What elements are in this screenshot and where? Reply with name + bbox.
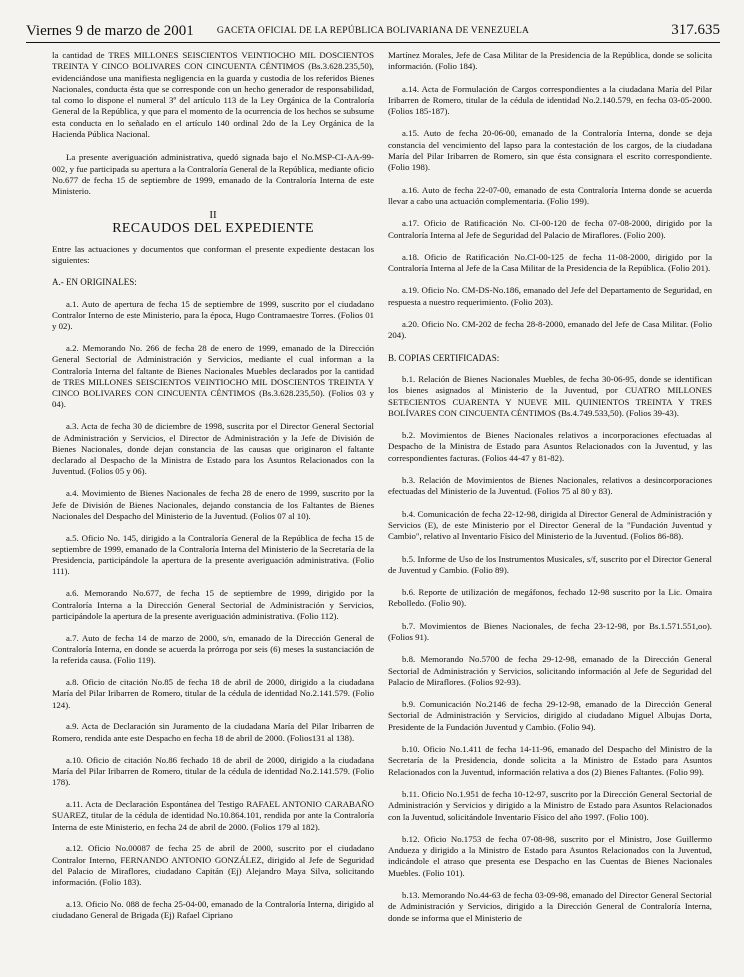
section-number: II	[209, 208, 217, 221]
section-title: RECAUDOS DEL EXPEDIENTE	[112, 220, 314, 236]
header-page-number: 317.635	[671, 22, 720, 38]
list-item-a3: a.3. Acta de fecha 30 de diciembre de 1998, suscrita por el Director General Sectorial de Administración y Servicios, el Director de Administración y la Jefe de División de Bienes Nacionales, donde dejan constancia de las causas que originaron el faltante declarado al Despacho de la Ministra de Estado para los Asuntos Relacionados con la Juventud. (Folios 05 y 06).	[52, 421, 374, 477]
list-item-a17: a.17. Oficio de Ratificación No. CI-00-120 de fecha 07-08-2000, dirigido por la Contraloría Interna al Jefe de Seguridad del Palacio de Miraflores. (Folio 200).	[388, 218, 712, 240]
list-item-b9: b.9. Comunicación No.2146 de fecha 29-12-98, emanado de la Dirección General Sectorial de Administración y Servicios, dirigido al ciudadano Miguel Albujas Dorta, Presidente de la Fundación Juventud y Cambio. (Folio 94).	[388, 699, 712, 732]
section-intro: Entre las actuaciones y documentos que conforman el presente expediente destacan los siguientes:	[52, 244, 374, 266]
list-item-a11: a.11. Acta de Declaración Espontánea del Testigo RAFAEL ANTONIO CARABAÑO SUAREZ, titular de la cédula de identidad No.10.864.101, rendida por ante la Contraloría Interna de este Ministerio, en fecha 24 de abril de 2000. (Folios 179 al 182).	[52, 798, 374, 832]
list-item-b2: b.2. Movimientos de Bienes Nacionales relativos a incorporaciones efectuadas al Despacho de la Ministra de Estado para Asuntos Relacionados con la Juventud, y las correspondientes facturas. (Folios 44-47 y 81-82).	[388, 430, 712, 463]
list-item-a20: a.20. Oficio No. CM-202 de fecha 28-8-2000, emanado del Jefe de Casa Militar. (Folio 204).	[388, 319, 712, 341]
list-item-a16: a.16. Auto de fecha 22-07-00, emanado de esta Contraloría Interna donde se acuerda llevar a cabo una actuación complementaria. (Folio 199).	[388, 184, 712, 206]
list-item-a13: a.13. Oficio No. 088 de fecha 25-04-00, emanado de la Contraloría Interna, dirigido al ciudadano General de Brigada (Ej) Rafael Cipriano	[52, 899, 374, 921]
intro-paragraph: la cantidad de TRES MILLONES SEISCIENTOS VEINTIOCHO MIL DOSCIENTOS TREINTA Y CINCO BOLIVARES CON CINCUENTA CÉNTIMOS (Bs.3.628.235,50), evidenciándose una manifiesta negligencia en la guarda y custodia de los referidos Bienes Nacionales, conducta ésta que se corresponde con un hecho generador de responsabilidad, tal como lo dispone el numeral 3º del artículo 113 de la Ley Orgánica de la Contraloría General de la República, y que para el momento de la ocurrencia de los hechos se subsume esta conducta en lo señalado en el artículo 140 ordinal 2do de la Ley Orgánica de la Hacienda Pública Nacional.	[52, 50, 374, 140]
list-item-b3: b.3. Relación de Movimientos de Bienes Nacionales, relativos a desincorporaciones efectuadas del Ministerio de la Juventud. (Folios 75 al 80 y 83).	[388, 475, 712, 497]
header-gazette-title: GACETA OFICIAL DE LA REPÚBLICA BOLIVARIANA DE VENEZUELA	[216, 26, 530, 36]
page-header	[26, 22, 720, 43]
paragraph-averiguacion: La presente averiguación administrativa, quedó signada bajo el No.MSP-CI-AA-99-002, y fue participada su apertura a la Contraloría General de la República, mediante oficio No.677 de fecha 15 de septiembre de 1999, emanado de la Contraloría Interna de este Ministerio.	[52, 152, 374, 197]
list-item-a18: a.18. Oficio de Ratificación No.CI-00-125 de fecha 11-08-2000, dirigido por la Contraloría Interna al Jefe de la Casa Militar de la Presidencia de la República. (Folio 201).	[388, 251, 712, 274]
list-item-a2: a.2. Memorando No. 266 de fecha 28 de enero de 1999, emanado de la Dirección General Sectorial de Administración y Servicios, mediante el cual informan a la Contraloría Interna del faltante de Bienes Nacionales Muebles declarados por la cantidad de TRES MILLONES SEISCIENTOS VEINTIOCHO MIL DOSCIENTOS TREINTA Y CINCO BOLIVARES CON CINCUENTA CÉNTIMOS (Bs.3.628.235,50). (Folios 03 y 04).	[52, 342, 374, 410]
list-item-a13-cont: Martínez Morales, Jefe de Casa Militar de la Presidencia de la República, donde se solicita información. (Folio 184).	[388, 50, 712, 72]
list-item-a10: a.10. Oficio de citación No.86 fechado 18 de abril de 2000, dirigido a la ciudadana María del Pilar Iribarren de Romero, titular de la cédula de identidad No.2.141.579. (Folio 178).	[52, 754, 374, 788]
subheading-copias: B. COPIAS CERTIFICADAS:	[388, 352, 500, 363]
list-item-b12: b.12. Oficio No.1753 de fecha 07-08-98, suscrito por el Ministro, Jose Guillermo Andueza y dirigido a la Ministro de Estado para Asuntos Relacionados con la Juventud, indicándole el atraso que presenta ese Despacho en las Cuentas de Bienes Nacionales Muebles. (Folio 101).	[388, 833, 712, 878]
left-column	[52, 50, 374, 932]
list-item-b7: b.7. Movimientos de Bienes Nacionales, de fecha 23-12-98, por Bs.1.571.551,oo). (Folios 91).	[388, 620, 712, 642]
list-item-a14: a.14. Acta de Formulación de Cargos correspondientes a la ciudadana María del Pilar Iribarren de Romero, titular de la cédula de identidad No.2.140.579, en fecha 03-05-2000. (Folios 185-187).	[388, 83, 712, 117]
list-item-a9: a.9. Acta de Declaración sin Juramento de la ciudadana María del Pilar Iribarren de Romero, rendida ante este Despacho en fecha 18 de abril de 2000. (Folios131 al 138).	[52, 721, 374, 743]
list-item-a1: a.1. Auto de apertura de fecha 15 de septiembre de 1999, suscrito por el ciudadano Contralor Interno de este Ministerio, para la época, Hugo Contramaestre Torres. (Folios 01 y 02).	[52, 298, 374, 332]
list-item-a15: a.15. Auto de fecha 20-06-00, emanado de la Contraloría Interna, donde se deja constancia del vencimiento del lapso para la contestación de los cargos, de la ciudadana María del Pilar Iribarren de Romero, sin que ésta consignara el escrito correspondiente. (Folio 198).	[388, 128, 712, 173]
subheading-originales: A.- EN ORIGINALES:	[52, 277, 137, 288]
list-item-b1: b.1. Relación de Bienes Nacionales Muebles, de fecha 30-06-95, donde se identifican los bienes asignados al Ministerio de la Juventud, por CUATRO MILLONES SETECIENTOS CUARENTA Y NUEVE MIL QUINIENTOS TREINTA Y TRES BOLÍVARES CON CINCUENTA CÉNTIMOS (Bs.4.749.533,50). (Folios 39-43).	[388, 373, 712, 418]
list-item-b13: b.13. Memorando No.44-63 de fecha 03-09-98, emanado del Director General Sectorial de Administración y Servicios, dirigido a la Dirección General de Contraloría Interna, donde se informa que el Ministerio de	[388, 890, 712, 923]
list-item-a19: a.19. Oficio No. CM-DS-No.186, emanado del Jefe del Departamento de Seguridad, en respuesta a nuestro requerimiento. (Folio 203).	[388, 285, 712, 307]
list-item-b11: b.11. Oficio No.1.951 de fecha 10-12-97, suscrito por la Dirección General Sectorial de Administración y Servicios y dirigido a la Ministro de Estado para Asuntos Relacionados con la Juventud, solicitándole Inventario Físico del año 1997. (Folio 100).	[388, 788, 712, 822]
list-item-a4: a.4. Movimiento de Bienes Nacionales de fecha 28 de enero de 1999, suscrito por la Jefe de División de Bienes Nacionales, dejando constancia de los Faltantes de Bienes Nacionales del Despacho del Ministerio de la Juventud. (Folios 07 al 10).	[52, 488, 374, 521]
list-item-b10: b.10. Oficio No.1.411 de fecha 14-11-96, emanado del Despacho del Ministro de la Secretaría de la Presidencia, donde solicita a la Ministro de Estado para Asuntos Relacionados con la Juventud, información relativa a dos (2) Bienes Faltantes. (Folio 99).	[388, 744, 712, 777]
list-item-a12: a.12. Oficio No.00087 de fecha 25 de abril de 2000, suscrito por el ciudadano Contralor Interno, FERNANDO ANTONIO GONZÁLEZ, dirigido al Jefe de Seguridad del Palacio de Miraflores, ciudadano Capitán (Ej) Alejandro Maya Silva, solicitando información. (Folio 183).	[52, 843, 374, 888]
list-item-b4: b.4. Comunicación de fecha 22-12-98, dirigida al Director General de Administración y Servicios (E), de este Ministerio por el Director General de la "Fundación Juventud y Cambio", relativo al Inventario Físico del Ministerio de la Juventud. (Folios 86-88).	[388, 508, 712, 542]
list-item-b6: b.6. Reporte de utilización de megáfonos, fechado 12-98 suscrito por la Lic. Omaira Rebolledo. (Folio 90).	[388, 587, 712, 609]
list-item-b8: b.8. Memorando No.5700 de fecha 29-12-98, emanado de la Dirección General Sectorial de Administración y Servicios, solicitando información al Jefe de Seguridad del Palacio de Miraflores. (Folios 92-93).	[388, 654, 712, 687]
header-date: Viernes 9 de marzo de 2001	[26, 23, 194, 39]
list-item-a6: a.6. Memorando No.677, de fecha 15 de septiembre de 1999, dirigido por la Contraloría Interna a la Dirección General Sectorial de Administración y Servicios, participándole la apertura de la presente averiguación administrativa. (Folio 112).	[52, 588, 374, 621]
list-item-a5: a.5. Oficio No. 145, dirigido a la Contraloría General de la República de fecha 15 de septiembre de 1999, emanado de la Contraloría Interna del Ministerio de la Secretaría de la Presidencia, participándole la apertura de la presente averiguación administrativa. (Folio 111).	[52, 532, 374, 577]
right-column	[388, 50, 712, 935]
list-item-a8: a.8. Oficio de citación No.85 de fecha 18 de abril de 2000, dirigido a la ciudadana María del Pilar Iribarren de Romero, titular de la cédula de identidad No.2.141.579. (Folio 124).	[52, 677, 374, 710]
list-item-b5: b.5. Informe de Uso de los Instrumentos Musicales, s/f, suscrito por el Director General de Juventud y Cambio. (Folio 89).	[388, 553, 712, 575]
list-item-a7: a.7. Auto de fecha 14 de marzo de 2000, s/n, emanado de la Dirección General de Contraloría Interna, en donde se acuerda la prórroga por seis (6) meses la sustanciación de la referida causa. (Folio 119).	[52, 632, 374, 666]
